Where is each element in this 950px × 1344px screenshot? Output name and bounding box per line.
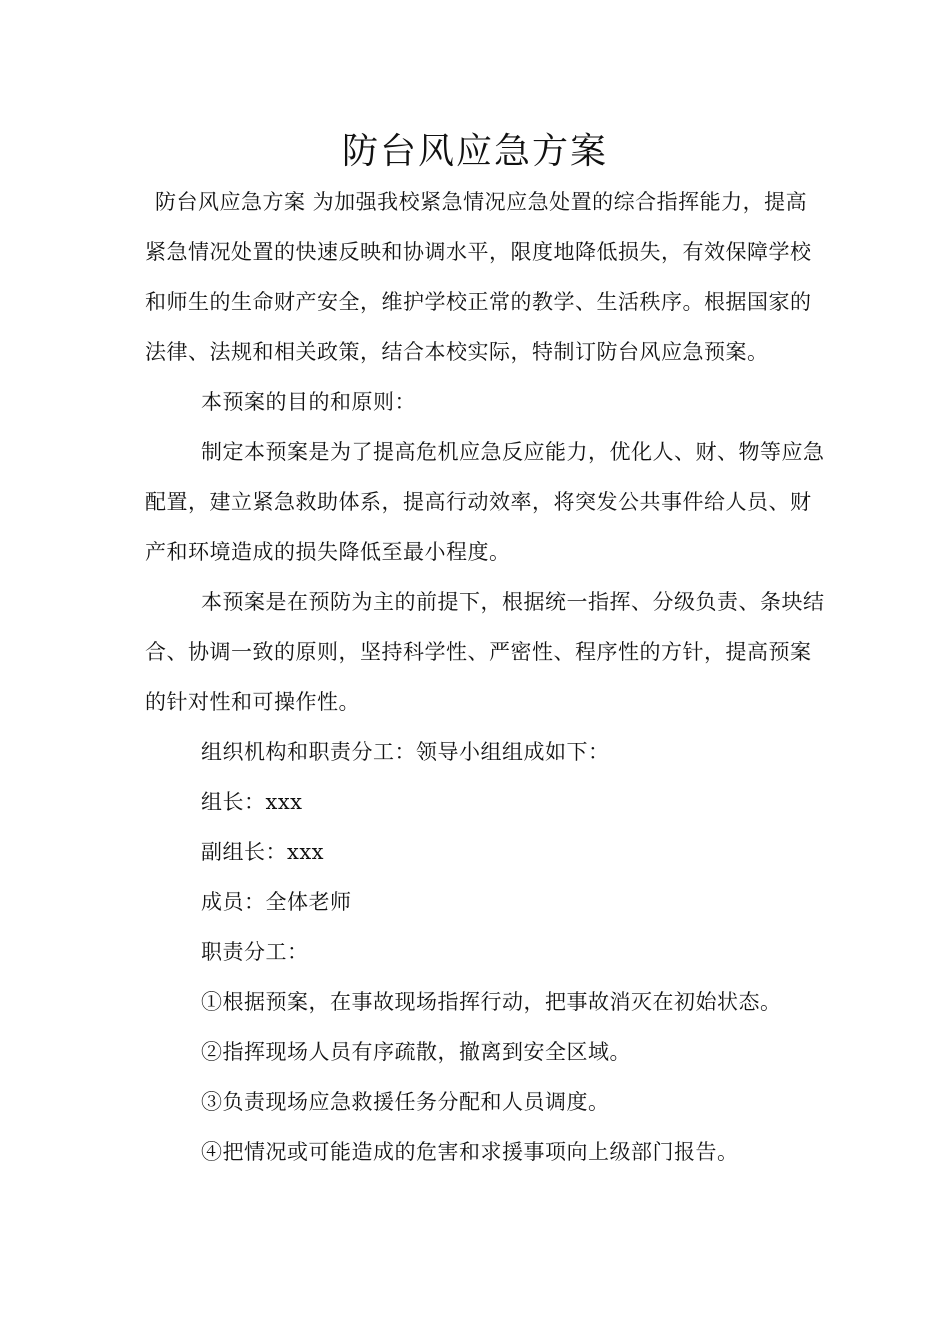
document-title: 防台风应急方案 <box>341 131 608 172</box>
members-line: 成员：全体老师 <box>201 890 352 914</box>
duty-item-3: ③负责现场应急救援任务分配和人员调度。 <box>201 1090 610 1114</box>
duty-item-2: ②指挥现场人员有序疏散，撤离到安全区域。 <box>201 1040 631 1064</box>
intro-paragraph: 防台风应急方案 为加强我校紧急情况应急处置的综合指挥能力，提高紧急情况处置的快速反映和协调水平，限度地降低损失，有效保障学校和师生的生命财产安全，维护学校正常的教学、生活秩序。根据国家的法律、法规和相关政策，结合本校实际，特制订防台风应急预案。 <box>145 190 812 364</box>
document-body <box>145 177 825 1177</box>
purpose-paragraph: 制定本预案是为了提高危机应急反应能力，优化人、财、物等应急配置，建立紧急救助体系，提高行动效率，将突发公共事件给人员、财产和环境造成的损失降低至最小程度。 <box>145 440 825 564</box>
deputy-leader-line: 副组长：xxx <box>201 840 325 864</box>
duty-item-1: ①根据预案，在事故现场指挥行动，把事故消灭在初始状态。 <box>201 990 782 1014</box>
purpose-heading: 本预案的目的和原则： <box>201 390 416 414</box>
duties-heading: 职责分工： <box>201 940 309 964</box>
principle-paragraph: 本预案是在预防为主的前提下，根据统一指挥、分级负责、条块结合、协调一致的原则，坚持科学性、严密性、程序性的方针，提高预案的针对性和可操作性。 <box>145 590 825 714</box>
organization-heading: 组织机构和职责分工：领导小组组成如下： <box>201 740 610 764</box>
leader-line: 组长：xxx <box>201 790 303 814</box>
duty-item-4: ④把情况或可能造成的危害和求援事项向上级部门报告。 <box>201 1140 739 1164</box>
